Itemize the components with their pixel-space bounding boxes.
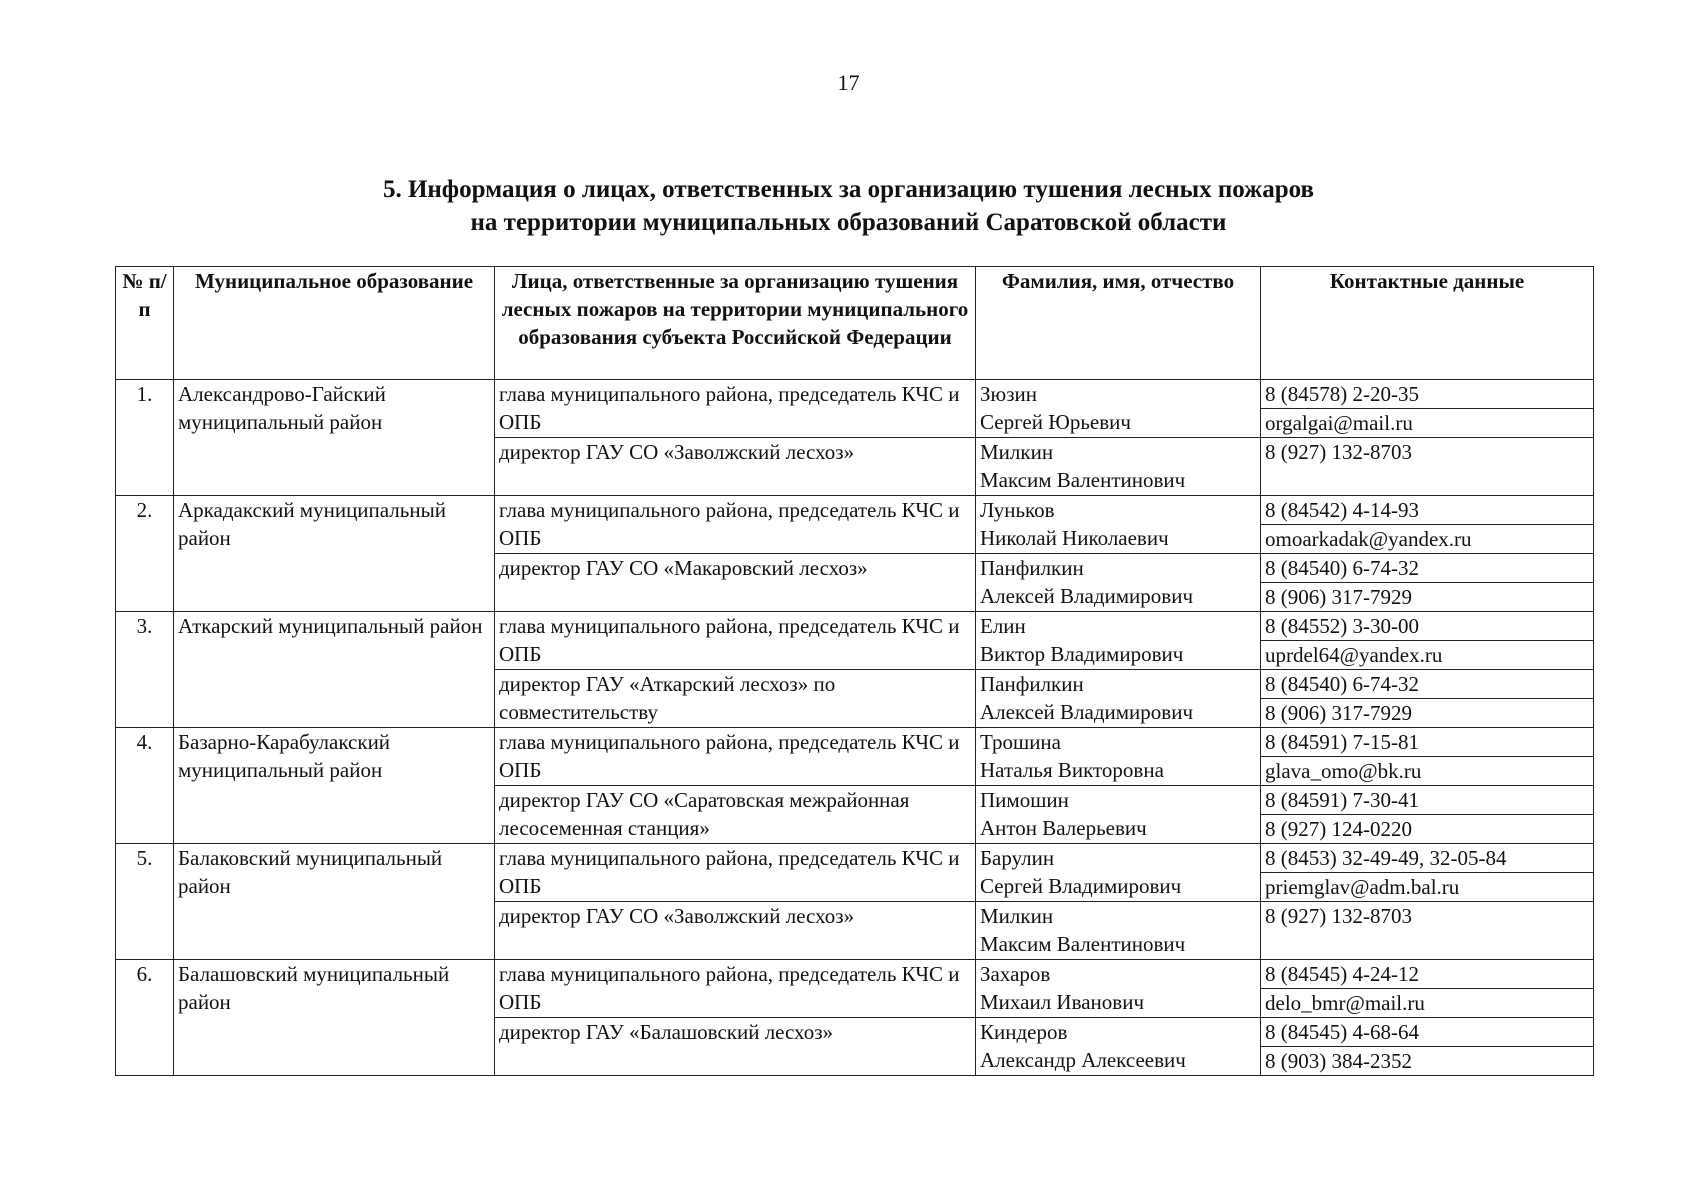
person-name-line: Панфилкин [980, 556, 1084, 580]
person-full-name [976, 1018, 1261, 1076]
person-name-line: Максим Валентинович [980, 468, 1186, 492]
contact-value: 8 (84542) 4-14-93 [1261, 496, 1594, 525]
contact-value: 8 (84591) 7-30-41 [1261, 786, 1594, 815]
table-row [116, 380, 1594, 409]
table-row [116, 844, 1594, 873]
contact-value: priemglav@adm.bal.ru [1261, 873, 1594, 902]
municipality-name: Балаковский муниципальный район [174, 844, 495, 960]
header-number: № п/п [116, 267, 174, 380]
title-line-1: 5. Информация о лицах, ответственных за организацию тушения лесных пожаров [382, 176, 1315, 203]
responsible-persons-table [115, 266, 1594, 1076]
table-row [116, 960, 1594, 989]
responsible-position: глава муниципального района, председатель КЧС и ОПБ [495, 612, 976, 670]
person-full-name [976, 612, 1261, 670]
responsible-position: директор ГАУ СО «Заволжский лесхоз» [495, 438, 976, 496]
person-name-line: Алексей Владимирович [980, 700, 1194, 724]
document-title [0, 173, 1697, 239]
municipality-name: Аткарский муниципальный район [174, 612, 495, 728]
row-number: 6. [116, 960, 174, 1076]
person-name-line: Николай Николаевич [980, 526, 1169, 550]
contact-value: 8 (927) 132-8703 [1261, 902, 1594, 960]
contact-value: 8 (903) 384-2352 [1261, 1047, 1594, 1076]
contact-value: 8 (906) 317-7929 [1261, 699, 1594, 728]
person-full-name [976, 902, 1261, 960]
person-full-name [976, 554, 1261, 612]
person-full-name [976, 960, 1261, 1018]
municipality-name: Аркадакский муниципальный район [174, 496, 495, 612]
header-responsible: Лица, ответственные за организацию тушения лесных пожаров на территории муниципального образования субъекта Российской Федерации [495, 267, 976, 380]
person-full-name [976, 380, 1261, 438]
person-name-line: Киндеров [980, 1020, 1068, 1044]
table-header-row [116, 267, 1594, 380]
person-name-line: Зюзин [980, 382, 1037, 406]
person-full-name [976, 670, 1261, 728]
header-full-name: Фамилия, имя, отчество [976, 267, 1261, 380]
table-row [116, 496, 1594, 525]
responsible-position: глава муниципального района, председатель КЧС и ОПБ [495, 728, 976, 786]
person-name-line: Милкин [980, 440, 1054, 464]
contact-value: 8 (84545) 4-24-12 [1261, 960, 1594, 989]
person-name-line: Михаил Иванович [980, 990, 1145, 1014]
person-name-line: Пимошин [980, 788, 1069, 812]
municipality-name: Балашовский муниципальный район [174, 960, 495, 1076]
contact-value: 8 (84578) 2-20-35 [1261, 380, 1594, 409]
person-name-line: Захаров [980, 962, 1051, 986]
person-name-line: Александр Алексеевич [980, 1048, 1186, 1072]
person-full-name [976, 844, 1261, 902]
person-name-line: Елин [980, 614, 1026, 638]
responsible-position: директор ГАУ СО «Саратовская межрайонная лесосеменная станция» [495, 786, 976, 844]
responsible-position: директор ГАУ СО «Макаровский лесхоз» [495, 554, 976, 612]
header-contacts: Контактные данные [1261, 267, 1594, 380]
municipality-name: Базарно-Карабулакский муниципальный район [174, 728, 495, 844]
contact-value: 8 (84552) 3-30-00 [1261, 612, 1594, 641]
contact-value: 8 (927) 124-0220 [1261, 815, 1594, 844]
responsible-position: глава муниципального района, председатель КЧС и ОПБ [495, 844, 976, 902]
contact-value: omoarkadak@yandex.ru [1261, 525, 1594, 554]
contact-value: 8 (84591) 7-15-81 [1261, 728, 1594, 757]
contact-value: 8 (8453) 32-49-49, 32-05-84 [1261, 844, 1594, 873]
contact-value: 8 (84540) 6-74-32 [1261, 554, 1594, 583]
person-name-line: Сергей Владимирович [980, 874, 1182, 898]
person-name-line: Алексей Владимирович [980, 584, 1194, 608]
page-number: 17 [837, 70, 860, 95]
responsible-persons-table-wrap [115, 266, 1594, 1076]
person-full-name [976, 496, 1261, 554]
responsible-position: директор ГАУ СО «Заволжский лесхоз» [495, 902, 976, 960]
person-name-line: Максим Валентинович [980, 932, 1186, 956]
person-name-line: Антон Валерьевич [980, 816, 1147, 840]
row-number: 4. [116, 728, 174, 844]
contact-value: 8 (906) 317-7929 [1261, 583, 1594, 612]
row-number: 3. [116, 612, 174, 728]
contact-value: uprdel64@yandex.ru [1261, 641, 1594, 670]
contact-value: 8 (84540) 6-74-32 [1261, 670, 1594, 699]
contact-value: 8 (927) 132-8703 [1261, 438, 1594, 496]
responsible-position: директор ГАУ «Балашовский лесхоз» [495, 1018, 976, 1076]
person-name-line: Виктор Владимирович [980, 642, 1184, 666]
contact-value: 8 (84545) 4-68-64 [1261, 1018, 1594, 1047]
title-line-2: на территории муниципальных образований Саратовской области [470, 209, 1227, 236]
table-body [116, 380, 1594, 1076]
person-name-line: Милкин [980, 904, 1054, 928]
person-full-name [976, 438, 1261, 496]
responsible-position: глава муниципального района, председатель КЧС и ОПБ [495, 960, 976, 1018]
responsible-position: директор ГАУ «Аткарский лесхоз» по совместительству [495, 670, 976, 728]
person-name-line: Панфилкин [980, 672, 1084, 696]
contact-value: orgalgai@mail.ru [1261, 409, 1594, 438]
person-name-line: Трошина [980, 730, 1061, 754]
person-full-name [976, 728, 1261, 786]
person-name-line: Наталья Викторовна [980, 758, 1164, 782]
municipality-name: Александрово-Гайский муниципальный район [174, 380, 495, 496]
person-full-name [976, 786, 1261, 844]
row-number: 1. [116, 380, 174, 496]
contact-value: glava_omo@bk.ru [1261, 757, 1594, 786]
header-municipality: Муниципальное образование [174, 267, 495, 380]
row-number: 5. [116, 844, 174, 960]
person-name-line: Луньков [980, 498, 1055, 522]
table-row [116, 728, 1594, 757]
row-number: 2. [116, 496, 174, 612]
table-row [116, 612, 1594, 641]
responsible-position: глава муниципального района, председатель КЧС и ОПБ [495, 496, 976, 554]
person-name-line: Сергей Юрьевич [980, 410, 1131, 434]
person-name-line: Барулин [980, 846, 1055, 870]
responsible-position: глава муниципального района, председатель КЧС и ОПБ [495, 380, 976, 438]
contact-value: delo_bmr@mail.ru [1261, 989, 1594, 1018]
